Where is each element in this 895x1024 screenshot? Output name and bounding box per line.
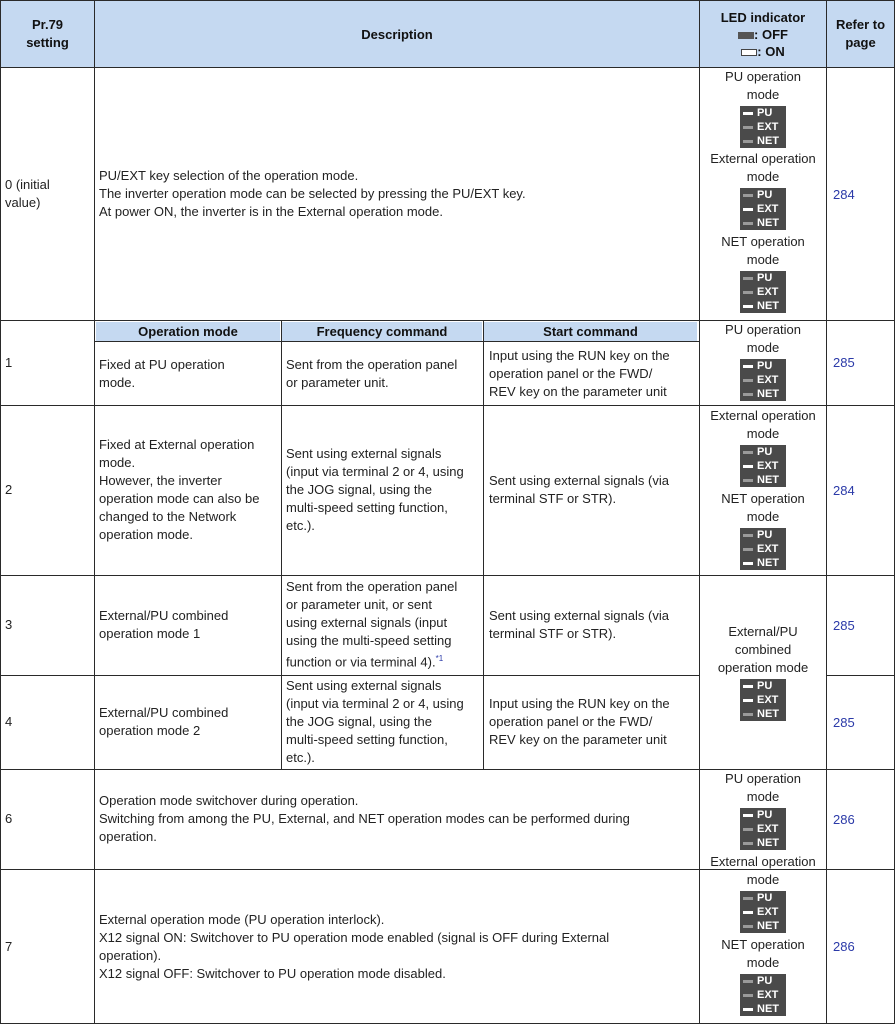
row-divider — [0, 405, 895, 406]
led-dash-icon — [743, 451, 753, 454]
led-dash-icon — [743, 925, 753, 928]
led-pu-off: PU — [740, 445, 786, 459]
led-dash-icon — [743, 465, 753, 468]
frequency-3 — [286, 575, 482, 675]
led-ext-on: EXT — [740, 202, 786, 216]
led-pu-on: PU — [740, 679, 786, 693]
led-pu-on: PU — [740, 808, 786, 822]
led-label: NET operation mode — [721, 491, 805, 524]
led-ext-off: EXT — [740, 285, 786, 299]
mode-4: External/PU combined operation mode 2 — [99, 705, 229, 738]
frequency-4: Sent using external signals (input via terminal 2 or 4, using the JOG signal, using the multi-speed setting function, etc.). — [286, 678, 464, 765]
led-ext-on: EXT — [740, 693, 786, 707]
row-divider — [0, 320, 895, 321]
led-block — [740, 808, 786, 850]
footnote-1[interactable]: *1 — [435, 654, 444, 664]
led-off-swatch-icon — [738, 32, 754, 39]
led-dash-icon — [743, 479, 753, 482]
led-pu-off: PU — [740, 528, 786, 542]
led-pu-row0 — [700, 68, 826, 148]
led-dash-icon — [743, 379, 753, 382]
led-ext-on: EXT — [740, 905, 786, 919]
setting-3: 3 — [5, 617, 13, 632]
description-0: PU/EXT key selection of the operation mode. The inverter operation mode can be selected by pressing the PU/EXT key. At power ON, the inverter is in the External operation mode. — [99, 168, 526, 219]
led-dash-icon — [743, 548, 753, 551]
row-divider — [0, 575, 895, 576]
page-link-0[interactable]: 284 — [833, 186, 855, 202]
led-ext-off: EXT — [740, 373, 786, 387]
led-dash-icon — [743, 208, 753, 211]
led-ext-off: EXT — [740, 120, 786, 134]
setting-4: 4 — [5, 714, 13, 729]
header-description: Description — [95, 1, 699, 67]
led-dash-icon — [743, 194, 753, 197]
page-link-1[interactable]: 285 — [833, 355, 855, 370]
led-block — [740, 445, 786, 487]
led-label: PU operation mode — [725, 322, 801, 355]
header-led — [700, 1, 826, 67]
led-dash-icon — [743, 699, 753, 702]
led-net-off: NET — [740, 919, 786, 933]
page-link-4[interactable]: 285 — [833, 714, 855, 730]
led-dash-icon — [743, 828, 753, 831]
led-combined-row34 — [700, 623, 826, 721]
led-label: External/PU combined operation mode — [717, 624, 809, 675]
led-label: External operation mode — [710, 854, 816, 887]
led-dash-icon — [743, 814, 753, 817]
start-3: Sent using external signals (via terminal STF or STR). — [489, 608, 669, 641]
led-net-row7 — [700, 936, 826, 1016]
setting-2: 2 — [5, 482, 13, 497]
setting-1: 1 — [5, 354, 13, 370]
row-divider — [0, 869, 895, 870]
led-block — [740, 271, 786, 313]
led-net-off: NET — [740, 387, 786, 401]
subheader-divider — [95, 341, 699, 342]
led-net-row2 — [700, 490, 826, 570]
subheader-operation-mode: Operation mode — [96, 322, 280, 341]
col-divider-sub — [483, 320, 484, 769]
led-net-on: NET — [740, 556, 786, 570]
start-4: Input using the RUN key on the operation panel or the FWD/ REV key on the parameter unit — [489, 696, 670, 747]
led-label: PU operation mode — [725, 771, 801, 804]
subheader-frequency-command: Frequency command — [282, 322, 482, 341]
border-left — [0, 0, 1, 1024]
led-dash-icon — [743, 980, 753, 983]
frequency-1: Sent from the operation panel or parameter unit. — [286, 356, 458, 390]
col-divider — [699, 0, 700, 1024]
led-on-legend: : ON — [741, 43, 784, 60]
led-dash-icon — [743, 534, 753, 537]
led-dash-icon — [743, 140, 753, 143]
description-7: External operation mode (PU operation interlock). X12 signal ON: Switchover to PU operation mode enabled (signal is OFF during External operation). X12 signal OFF: Switchover to PU operation mode disabled. — [99, 911, 610, 981]
led-dash-icon — [743, 365, 753, 368]
page-link-2[interactable]: 284 — [833, 482, 855, 498]
led-dash-icon — [743, 685, 753, 688]
led-dash-icon — [743, 393, 753, 396]
led-net-off: NET — [740, 134, 786, 148]
led-net-off: NET — [740, 836, 786, 850]
led-block — [740, 359, 786, 401]
start-2: Sent using external signals (via terminal STF or STR). — [489, 473, 669, 506]
border-top — [0, 0, 895, 1]
setting-0: 0 (initial value) — [5, 177, 50, 210]
page-link-7[interactable]: 286 — [833, 939, 855, 954]
setting-6: 6 — [5, 811, 13, 826]
subheader-start-command: Start command — [484, 322, 697, 341]
led-pu-off: PU — [740, 188, 786, 202]
led-pu-on: PU — [740, 106, 786, 120]
led-label: PU operation mode — [725, 69, 801, 102]
led-pu-off: PU — [740, 271, 786, 285]
led-dash-icon — [743, 277, 753, 280]
led-label: External operation mode — [710, 408, 816, 441]
header-setting: Pr.79 setting — [1, 1, 94, 67]
led-net-off: NET — [740, 216, 786, 230]
led-label: NET operation mode — [721, 937, 805, 970]
led-pu-row1 — [700, 321, 826, 401]
led-net-on: NET — [740, 1002, 786, 1016]
led-ext-off: EXT — [740, 822, 786, 836]
led-ext-off: EXT — [740, 988, 786, 1002]
frequency-3-text: Sent from the operation panel or parameter unit, or sent using external signals (input using the multi-speed setting function or via terminal 4). — [286, 579, 458, 670]
led-dash-icon — [743, 562, 753, 565]
led-indicator-title: LED indicator — [720, 9, 806, 25]
led-ext-row7 — [700, 853, 826, 933]
led-block — [740, 528, 786, 570]
led-pu-off: PU — [740, 974, 786, 988]
led-pu-on: PU — [740, 359, 786, 373]
led-block — [740, 106, 786, 148]
led-dash-icon — [743, 305, 753, 308]
header-refer: Refer to page — [827, 1, 894, 67]
mode-2: Fixed at External operation mode. However, the inverter operation mode can also be changed to the Network operation mode. — [99, 437, 260, 542]
col-divider — [826, 0, 827, 1024]
led-label: NET operation mode — [721, 234, 805, 267]
description-6: Operation mode switchover during operation. Switching from among the PU, External, and NET operation modes can be performed during operation. — [99, 793, 630, 844]
led-pu-off: PU — [740, 891, 786, 905]
col-divider-sub — [281, 320, 282, 769]
led-block — [740, 679, 786, 721]
led-net-off: NET — [740, 707, 786, 721]
page-link-3[interactable]: 285 — [833, 617, 855, 633]
led-dash-icon — [743, 1008, 753, 1011]
row-divider-partial — [0, 675, 700, 676]
mode-1: Fixed at PU operation mode. — [99, 356, 225, 390]
led-dash-icon — [743, 291, 753, 294]
row-divider-page — [827, 675, 895, 676]
led-dash-icon — [743, 842, 753, 845]
mode-3: External/PU combined operation mode 1 — [99, 608, 229, 641]
led-dash-icon — [743, 126, 753, 129]
led-ext-on: EXT — [740, 459, 786, 473]
led-dash-icon — [743, 222, 753, 225]
led-dash-icon — [743, 112, 753, 115]
led-off-legend: : OFF — [738, 26, 788, 43]
row-divider — [0, 769, 895, 770]
led-block — [740, 891, 786, 933]
led-ext-row2 — [700, 407, 826, 487]
led-block — [740, 188, 786, 230]
led-net-row0 — [700, 233, 826, 313]
led-dash-icon — [743, 713, 753, 716]
led-ext-row0 — [700, 150, 826, 230]
led-dash-icon — [743, 897, 753, 900]
led-dash-icon — [743, 994, 753, 997]
led-on-swatch-icon — [741, 49, 757, 56]
led-ext-off: EXT — [740, 542, 786, 556]
frequency-2: Sent using external signals (input via terminal 2 or 4, using the JOG signal, using the multi-speed setting function, etc.). — [286, 446, 464, 533]
col-divider — [94, 0, 95, 1024]
start-1: Input using the RUN key on the operation panel or the FWD/ REV key on the parameter unit — [489, 347, 670, 399]
led-pu-row6 — [700, 770, 826, 850]
led-label: External operation mode — [710, 151, 816, 184]
led-block — [740, 974, 786, 1016]
setting-7: 7 — [5, 938, 13, 954]
led-dash-icon — [743, 911, 753, 914]
led-net-on: NET — [740, 299, 786, 313]
row-divider — [0, 67, 895, 68]
page-link-6[interactable]: 286 — [833, 811, 855, 827]
led-net-off: NET — [740, 473, 786, 487]
